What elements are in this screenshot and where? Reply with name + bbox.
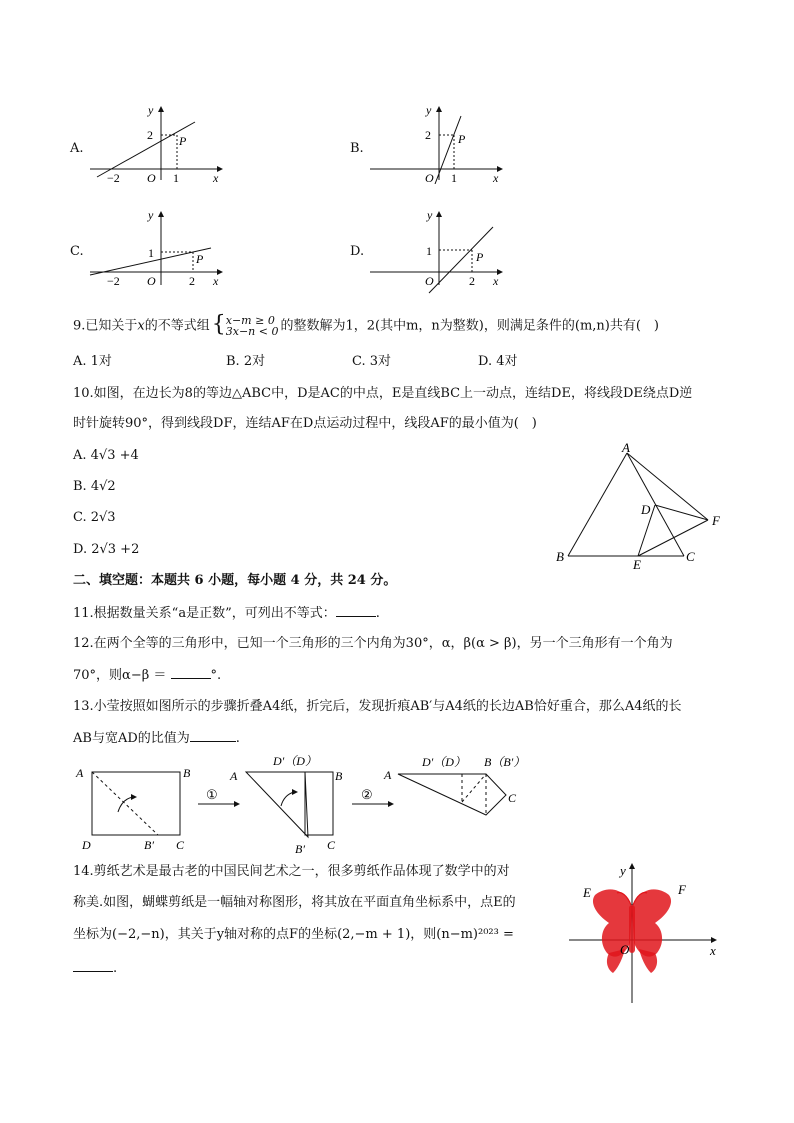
right-wing	[632, 889, 671, 956]
step-1: ①	[206, 787, 218, 802]
svg-text:F: F	[712, 513, 720, 528]
q10-triangle-figure	[550, 440, 735, 570]
svg-text:D′（D）: D′（D）	[422, 755, 466, 769]
step-2: ②	[361, 787, 373, 802]
q14-line4: .	[73, 957, 117, 979]
q9-question: 9.已知关于x的不等式组{x−m ≥ 0 3x−n < 0 的整数解为1，2(其中m，n为整数)，则满足条件的(m,n)共有( )	[73, 312, 659, 338]
svg-text:A: A	[76, 766, 84, 780]
option-a-label: A.	[70, 141, 84, 156]
q9-option-b[interactable]: B. 2对	[226, 354, 266, 369]
svg-text:O: O	[147, 274, 156, 287]
q13-line2: AB与宽AD的比值为 .	[73, 727, 240, 749]
svg-text:−2: −2	[107, 274, 120, 287]
q12-line1: 12.在两个全等的三角形中，已知一个三角形的三个内角为30°，α，β(α > β)，另一个三角形有一个角为	[73, 636, 673, 651]
point-p-label: P	[179, 134, 187, 148]
svg-text:O: O	[425, 171, 434, 184]
svg-text:1: 1	[451, 171, 457, 184]
option-b-graph	[365, 102, 505, 184]
q13-folding-figure	[70, 752, 550, 857]
q11-question: 11.根据数量关系“a是正数”，可列出不等式： .	[73, 602, 380, 624]
svg-text:2: 2	[469, 274, 475, 288]
svg-text:y: y	[148, 208, 154, 222]
svg-text:2: 2	[425, 128, 431, 142]
q9-option-a[interactable]: A. 1对	[73, 354, 112, 369]
y-axis-arrow	[158, 106, 164, 112]
section-2-title: 二、填空题：本题共 6 小题，每小题 4 分，共 24 分。	[73, 573, 397, 588]
svg-text:A: A	[384, 768, 392, 782]
q10-option-c[interactable]: C. 2√3	[73, 510, 116, 525]
svg-text:P: P	[476, 250, 484, 264]
svg-text:A: A	[622, 440, 630, 455]
q14-line3: 坐标为(−2,−n)，其关于y轴对称的点F的坐标(2,−m + 1)，则(n−m)²⁰²³ =	[73, 927, 514, 942]
y-axis-label: y	[148, 103, 154, 117]
q14-line2: 称美.如图，蝴蝶剪纸是一幅轴对称图形，将其放在平面直角坐标系中，点E的	[73, 895, 516, 910]
q13-line1: 13.小莹按照如图所示的步骤折叠A4纸，折完后，发现折痕AB′与A4纸的长边AB恰好重合，那么A4纸的长	[73, 699, 682, 714]
svg-text:D′（D）: D′（D）	[273, 754, 317, 768]
svg-text:D: D	[641, 502, 651, 517]
svg-text:C: C	[327, 838, 336, 852]
svg-text:y: y	[427, 208, 433, 222]
svg-text:x: x	[710, 943, 716, 958]
svg-text:E: E	[633, 557, 641, 570]
svg-text:F: F	[678, 882, 686, 897]
x-tick: 1	[173, 171, 179, 184]
q9-option-d[interactable]: D. 4对	[478, 354, 518, 369]
q9-option-c[interactable]: C. 3对	[352, 354, 392, 369]
svg-text:x: x	[493, 171, 499, 184]
q14-answer-blank[interactable]	[73, 957, 113, 972]
svg-text:B: B	[556, 549, 564, 564]
svg-text:B（B′）: B（B′）	[484, 755, 526, 769]
option-d-label: D.	[350, 244, 365, 259]
x-axis-label: x	[213, 171, 219, 184]
svg-text:O: O	[620, 942, 630, 957]
option-b-label: B.	[350, 141, 364, 156]
origin-label: O	[147, 171, 156, 184]
q10-line2: 时针旋转90°，得到线段DF，连结AF在D点运动过程中，线段AF的最小值为( )	[73, 416, 537, 431]
x-neg-tick: −2	[107, 171, 120, 184]
q12-line2: 70°，则α−β ＝ °.	[73, 664, 221, 686]
q12-answer-blank[interactable]	[171, 664, 211, 679]
svg-text:O: O	[425, 274, 434, 288]
option-c-graph	[85, 205, 225, 287]
svg-text:y: y	[426, 103, 432, 117]
svg-text:B′: B′	[144, 838, 154, 852]
svg-text:C: C	[686, 549, 695, 564]
svg-text:B: B	[183, 766, 191, 780]
svg-text:2: 2	[189, 274, 195, 287]
q10-line1: 10.如图，在边长为8的等边△ABC中，D是AC的中点，E是直线BC上一动点，连结DE，将线段DE绕点D逆	[73, 386, 693, 401]
svg-text:C: C	[176, 838, 185, 852]
q10-option-b[interactable]: B. 4√2	[73, 479, 116, 494]
body	[629, 905, 635, 953]
y-tick: 2	[147, 128, 153, 142]
svg-text:P: P	[196, 252, 204, 266]
option-c-label: C.	[70, 244, 84, 259]
svg-text:P: P	[458, 132, 466, 146]
q10-option-d[interactable]: D. 2√3 +2	[73, 542, 140, 557]
option-a-graph	[85, 102, 225, 184]
svg-text:1: 1	[426, 244, 432, 258]
svg-text:E: E	[583, 885, 591, 900]
svg-text:B: B	[335, 769, 343, 783]
q14-line1: 14.剪纸艺术是最古老的中国民间艺术之一，很多剪纸作品体现了数学中的对	[73, 864, 510, 879]
svg-text:C: C	[508, 791, 517, 805]
q14-butterfly-figure	[565, 857, 725, 1007]
svg-text:y: y	[620, 863, 626, 878]
svg-text:x: x	[493, 274, 499, 288]
q10-option-a[interactable]: A. 4√3 +4	[73, 448, 139, 463]
option-d-graph	[365, 205, 505, 295]
svg-text:1: 1	[148, 246, 154, 260]
svg-text:D: D	[82, 838, 91, 852]
svg-text:B′: B′	[295, 842, 305, 856]
q11-answer-blank[interactable]	[336, 602, 376, 617]
q13-answer-blank[interactable]	[190, 727, 236, 742]
svg-text:x: x	[213, 274, 219, 287]
svg-text:A: A	[230, 769, 238, 783]
